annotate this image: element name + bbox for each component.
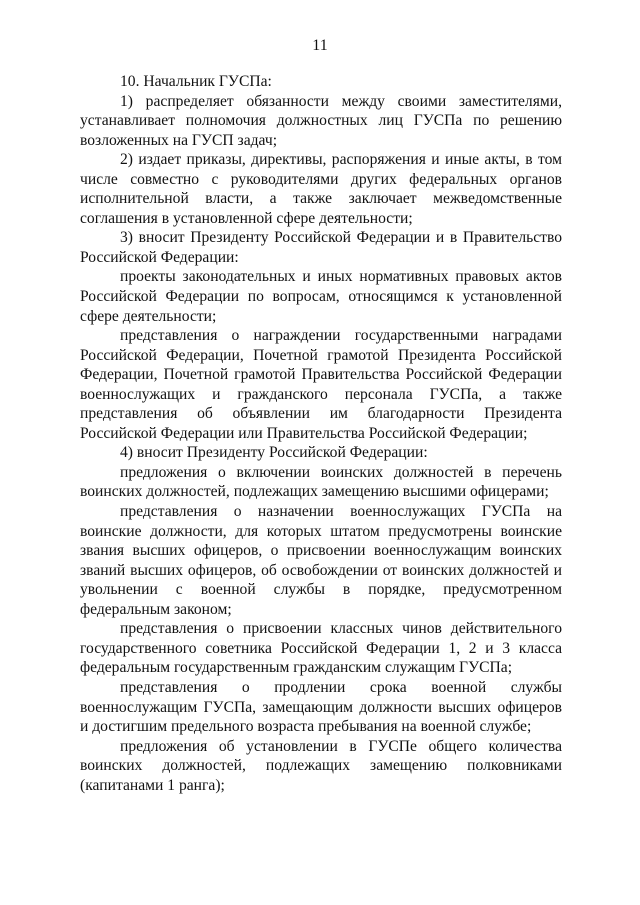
- clause-4-item-positions: предложения о включении воинских должностей в перечень воинских должностей, подлежащих замещению высшими офицерами;: [80, 463, 562, 501]
- section-heading: 10. Начальник ГУСПа:: [120, 73, 272, 90]
- clause-4-item-class-ranks: представления о присвоении классных чинов действительного государственного советника Российской Федерации 1, 2 и 3 класса федеральным государственным гражданским служащим ГУСПа;: [80, 620, 562, 677]
- clause-4-item-appointments: представления о назначении военнослужащих ГУСПа на воинские должности, для которых штатом предусмотрены воинские звания высших офицеров, о присвоении военнослужащим воинских званий высших офицеров, об освобождении от воинских должностей и увольнении с военной службы в порядке, предусмотренном федеральным законом;: [80, 503, 562, 618]
- document-body: [80, 72, 562, 795]
- page-number: 11: [312, 37, 328, 54]
- clause-4: 4) вносит Президенту Российской Федерации:: [120, 444, 428, 462]
- clause-3: 3) вносит Президенту Российской Федерации и в Правительство Российской Федерации:: [80, 229, 562, 266]
- clause-4-item-colonels: предложения об установлении в ГУСПе общего количества воинских должностей, подлежащих замещению полковниками (капитанами 1 ранга);: [80, 737, 562, 794]
- clause-4-item-service-extension: представления о продлении срока военной службы военнослужащим ГУСПа, замещающим должности высших офицеров и достигшим предельного возраста пребывания на военной службе;: [80, 678, 562, 736]
- clause-2: 2) издает приказы, директивы, распоряжения и иные акты, в том числе совместно с руководителями других федеральных органов исполнительной власти, а также заключает межведомственные соглашения в установленной сфере деятельности;: [80, 151, 562, 227]
- clause-1: 1) распределяет обязанности между своими заместителями, устанавливает полномочия должностных лиц ГУСПа по решению возложенных на ГУСП задач;: [80, 92, 562, 149]
- clause-3-item-drafts: проекты законодательных и иных нормативных правовых актов Российской Федерации по вопросам, относящимся к установленной сфере деятельности;: [80, 268, 562, 325]
- clause-3-item-awards: представления о награждении государственными наградами Российской Федерации, Почетной грамотой Президента Российской Федерации, Почетной грамотой Правительства Российской Федерации военнослужащих и гражданского персонала ГУСПа, а также представления об объявлении им благодарности Президента Российской Федерации или Правительства Российской Федерации;: [80, 327, 562, 442]
